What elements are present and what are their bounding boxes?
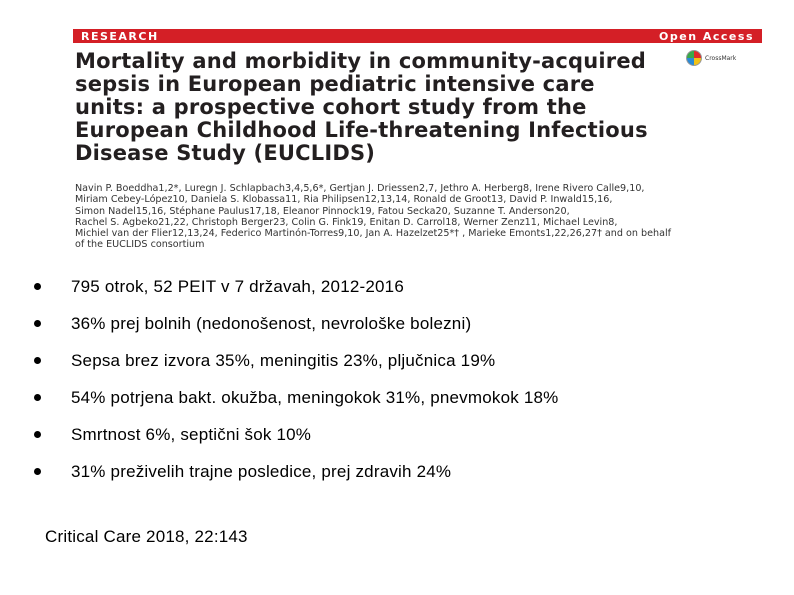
list-item xyxy=(34,305,559,342)
article-header-bar xyxy=(73,29,762,43)
author-list: Navin P. Boeddha1,2*, Luregn J. Schlapbach3,4,5,6*, Gertjan J. Driessen2,7, Jethro A. Herberg8, Irene Rivero Calle9,10, Miriam Cebey-López10, Daniela S. Klobassa11, Ria Philipsen12,13,14, Ronald de Groot13, David P. Inwald15,16, Simon Nadel15,16, Stéphane Paulus17,18, Eleanor Pinnock19, Fatou Secka20, Suzanne T. Anderson20, Rachel S. Agbeko21,22, Christoph Berger23, Colin G. Fink19, Enitan D. Carrol18, Werner Zenz11, Michael Levin8, Michiel van der Flier12,13,24, Federico Martinón-Torres9,10, Jan A. Hazelzet25*† , Marieke Emonts1,22,26,27† and on behalf of the EUCLIDS consortium xyxy=(75,183,672,251)
bullet-icon xyxy=(34,320,41,327)
list-item xyxy=(34,453,559,490)
list-item xyxy=(34,342,559,379)
bullet-icon xyxy=(34,394,41,401)
bullet-icon xyxy=(34,283,41,290)
summary-bullet-list xyxy=(34,268,559,490)
paper-title: Mortality and morbidity in community-acquired sepsis in European pediatric intensive care units: a prospective cohort study from the European Childhood Life-threatening Infectious Disease Study (EUCLIDS) xyxy=(75,49,648,165)
bullet-text: 54% potrjena bakt. okužba, meningokok 31%, pnevmokok 18% xyxy=(71,387,559,407)
bullet-text: 36% prej bolnih (nedonošenost, nevrološke bolezni) xyxy=(71,313,472,333)
bullet-text: Sepsa brez izvora 35%, meningitis 23%, pljučnica 19% xyxy=(71,350,496,370)
bullet-icon xyxy=(34,431,41,438)
citation: Critical Care 2018, 22:143 xyxy=(45,527,248,546)
open-access-label: Open Access xyxy=(659,29,754,43)
bullet-icon xyxy=(34,357,41,364)
bullet-icon xyxy=(34,468,41,475)
bullet-text: 795 otrok, 52 PEIT v 7 državah, 2012-2016 xyxy=(71,276,404,296)
crossmark-label: CrossMark xyxy=(705,54,737,62)
crossmark-badge[interactable] xyxy=(686,50,736,66)
bullet-text: Smrtnost 6%, septični šok 10% xyxy=(71,424,312,444)
crossmark-icon xyxy=(686,50,702,66)
list-item xyxy=(34,416,559,453)
list-item xyxy=(34,268,559,305)
section-label: RESEARCH xyxy=(81,29,159,43)
list-item xyxy=(34,379,559,416)
bullet-text: 31% preživelih trajne posledice, prej zdravih 24% xyxy=(71,461,452,481)
